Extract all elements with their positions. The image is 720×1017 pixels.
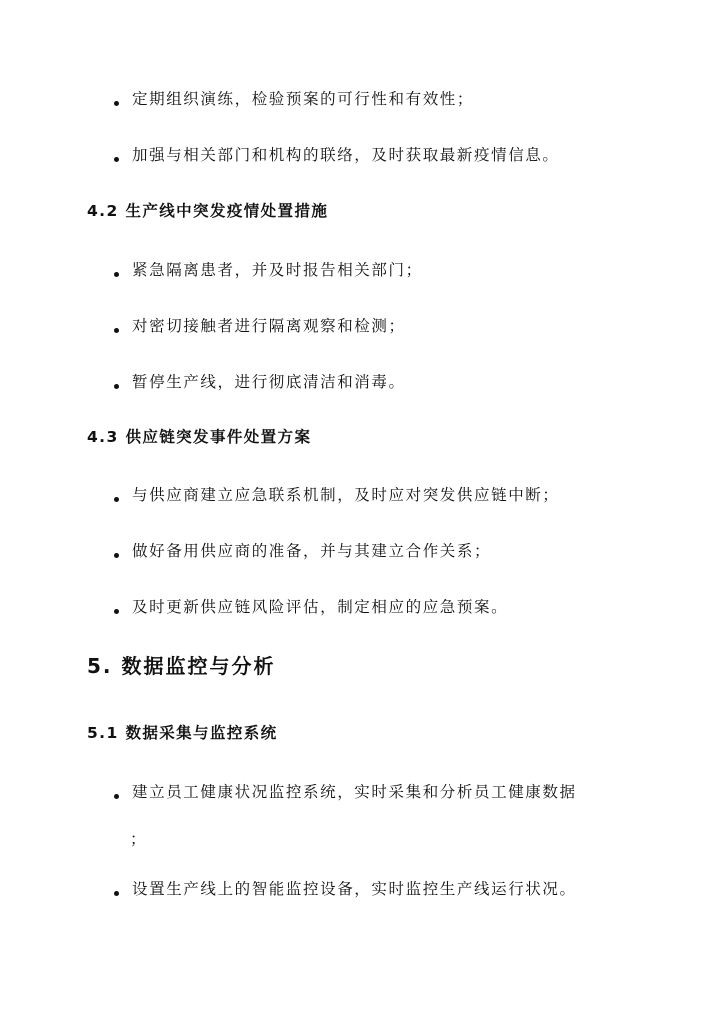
list-item: 及时更新供应链风险评估，制定相应的应急预案。: [132, 598, 509, 616]
section-heading: 4.2 生产线中突发疫情处置措施: [87, 202, 329, 220]
bullet-icon: [114, 272, 119, 277]
chapter-heading: 5. 数据监控与分析: [87, 654, 276, 678]
list-item: 建立员工健康状况监控系统，实时采集和分析员工健康数据: [132, 783, 577, 801]
bullet-icon: [114, 553, 119, 558]
bullet-icon: [114, 609, 119, 614]
bullet-icon: [114, 794, 119, 799]
list-item: 设置生产线上的智能监控设备，实时监控生产线运行状况。: [132, 880, 577, 898]
list-item: 做好备用供应商的准备，并与其建立合作关系；: [132, 542, 492, 560]
bullet-icon: [114, 328, 119, 333]
list-item: 紧急隔离患者，并及时报告相关部门；: [132, 261, 423, 279]
section-heading: 4.3 供应链突发事件处置方案: [87, 428, 312, 446]
bullet-icon: [114, 101, 119, 106]
list-item: 与供应商建立应急联系机制，及时应对突发供应链中断；: [132, 486, 560, 504]
bullet-icon: [114, 891, 119, 896]
bullet-icon: [114, 497, 119, 502]
list-item: 加强与相关部门和机构的联络，及时获取最新疫情信息。: [132, 146, 560, 164]
bullet-icon: [114, 157, 119, 162]
section-heading: 5.1 数据采集与监控系统: [87, 724, 278, 742]
list-item: 对密切接触者进行隔离观察和检测；: [132, 317, 406, 335]
list-item-wrap: ；: [130, 830, 148, 848]
list-item: 暂停生产线，进行彻底清洁和消毒。: [132, 373, 406, 391]
bullet-icon: [114, 384, 119, 389]
list-item: 定期组织演练，检验预案的可行性和有效性；: [132, 90, 475, 108]
